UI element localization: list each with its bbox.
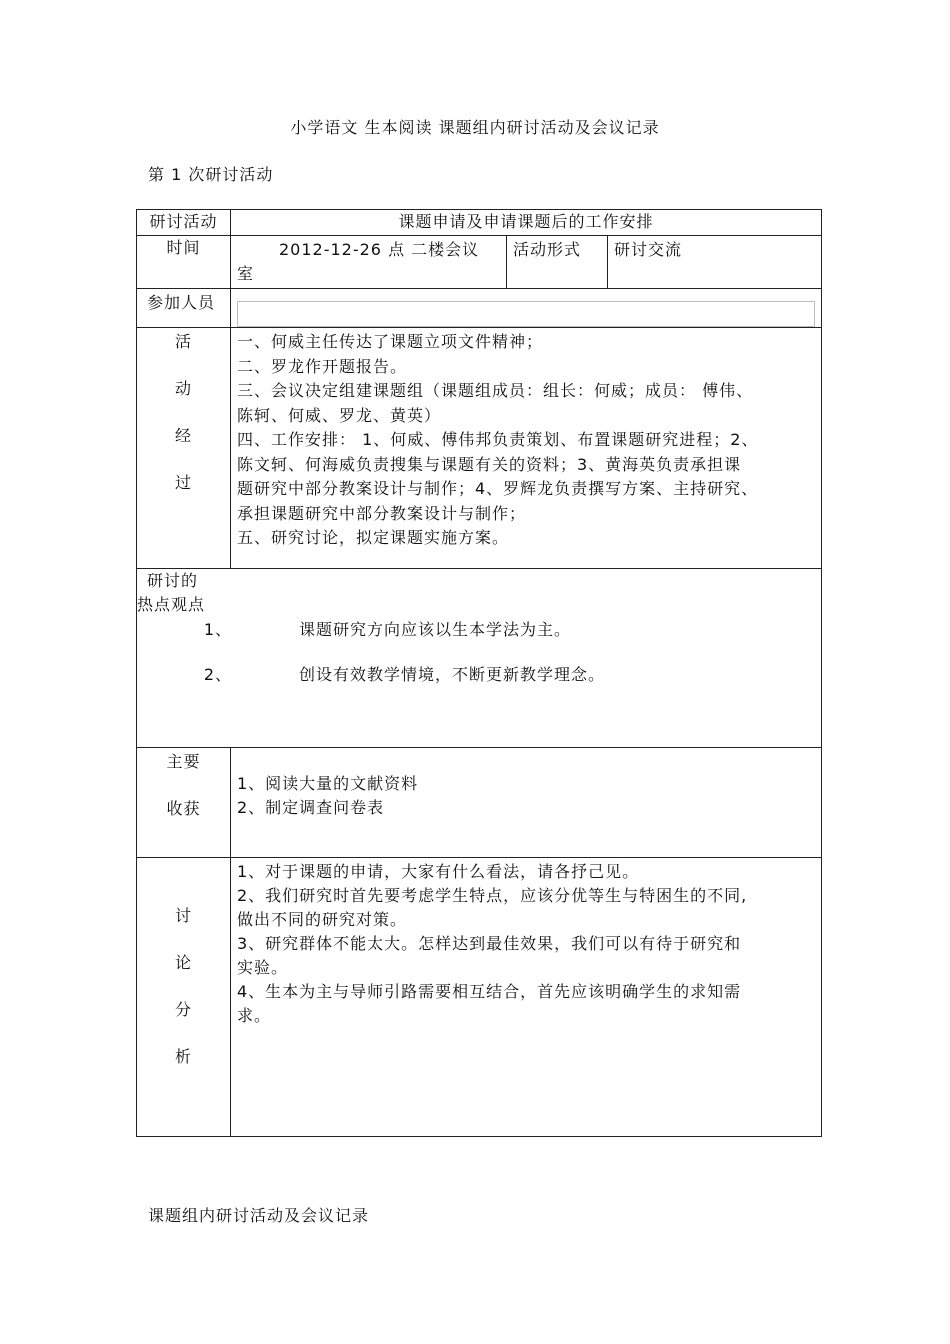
process-line: 承担课题研究中部分教案设计与制作； — [237, 503, 527, 523]
process-line: 二、罗龙作开题报告。 — [237, 356, 408, 376]
harvest-row — [137, 748, 822, 858]
process-line: 题研究中部分教案设计与制作；4、罗辉龙负责撰写方案、主持研究、 — [237, 479, 759, 498]
discussion-label-char: 分 — [174, 1000, 192, 1019]
process-label-char: 活 — [174, 332, 192, 351]
harvest-label-line1: 主要 — [166, 752, 201, 771]
hotspot-cell — [137, 569, 822, 748]
form-label: 活动形式 — [507, 236, 608, 289]
discussion-line: 求。 — [237, 1006, 272, 1025]
hotspot-label-line1: 研讨的 — [147, 571, 199, 590]
process-row — [137, 328, 822, 569]
participants-field[interactable] — [237, 301, 815, 327]
discussion-label-char: 论 — [174, 953, 192, 972]
process-line: 三、会议决定组建课题组（课题组成员：组长：何威；成员： 傅伟、 — [237, 381, 754, 400]
activity-label: 研讨活动 — [137, 210, 231, 236]
participants-row — [137, 289, 822, 328]
time-value-line2: 室 — [237, 264, 255, 283]
meeting-record-table — [136, 209, 822, 1137]
discussion-row — [137, 858, 822, 1137]
hotspot-text: 创设有效教学情境，不断更新教学理念。 — [299, 665, 606, 684]
process-line: 四、工作安排： 1、何威、傅伟邦负责策划、布置课题研究进程；2、 — [237, 430, 759, 449]
hotspot-number: 2、 — [203, 665, 232, 684]
discussion-line: 4、生本为主与导师引路需要相互结合，首先应该明确学生的求知需 — [237, 982, 742, 1001]
harvest-label — [137, 748, 231, 858]
time-row — [137, 236, 822, 289]
footer-title: 课题组内研讨活动及会议记录 — [148, 1206, 370, 1225]
process-content — [231, 328, 822, 569]
discussion-line: 实验。 — [237, 958, 289, 977]
harvest-label-line2: 收获 — [166, 799, 201, 818]
discussion-label-char: 析 — [174, 1047, 192, 1066]
discussion-line: 3、研究群体不能太大。怎样达到最佳效果，我们可以有待于研究和 — [237, 934, 742, 953]
discussion-content — [231, 858, 822, 1137]
form-value: 研讨交流 — [608, 236, 822, 289]
process-line: 五、研究讨论，拟定课题实施方案。 — [237, 528, 510, 547]
harvest-line: 2、制定调查问卷表 — [237, 798, 385, 817]
document-title: 小学语文 生本阅读 课题组内研讨活动及会议记录 — [290, 118, 660, 137]
process-label-char: 过 — [174, 473, 192, 492]
activity-value: 课题申请及申请课题后的工作安排 — [231, 210, 822, 236]
process-label-char: 经 — [174, 426, 192, 445]
time-value-line1: 2012-12-26 点 二楼会议 — [279, 240, 480, 259]
time-value — [231, 236, 507, 289]
hotspot-text: 课题研究方向应该以生本学法为主。 — [299, 620, 572, 639]
participants-cell — [231, 289, 822, 328]
process-label-char: 动 — [174, 379, 192, 398]
hotspot-number: 1、 — [203, 620, 232, 639]
discussion-line: 1、对于课题的申请，大家有什么看法，请各抒己见。 — [237, 862, 640, 881]
harvest-content — [231, 748, 822, 858]
process-label — [137, 328, 231, 569]
discussion-label — [137, 858, 231, 1137]
discussion-line: 做出不同的研究对策。 — [237, 910, 408, 929]
process-line: 陈文轲、何海威负责搜集与课题有关的资料；3、黄海英负责承担课 — [237, 454, 742, 474]
time-label: 时间 — [137, 236, 231, 289]
hotspot-label-line2: 热点观点 — [137, 595, 206, 614]
hotspot-row — [137, 569, 822, 748]
participants-label: 参加人员 — [137, 289, 231, 328]
process-line: 一、何威主任传达了课题立项文件精神； — [237, 332, 544, 351]
discussion-label-char: 讨 — [174, 906, 192, 925]
session-heading: 第 1 次研讨活动 — [148, 165, 274, 184]
discussion-line: 2、我们研究时首先要考虑学生特点，应该分优等生与特困生的不同, — [237, 886, 748, 905]
process-line: 陈轲、何威、罗龙、黄英） — [237, 405, 442, 425]
activity-row — [137, 210, 822, 236]
harvest-line: 1、阅读大量的文献资料 — [237, 774, 419, 793]
